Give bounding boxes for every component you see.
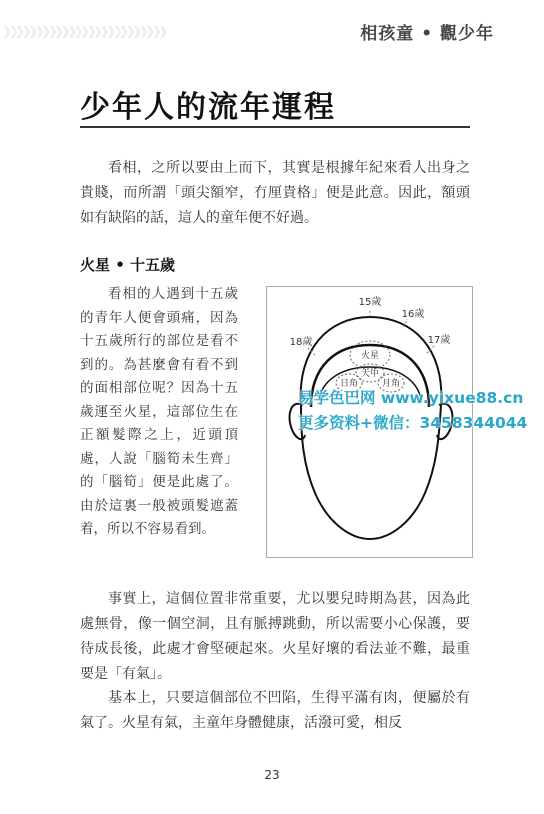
paragraph-huoxing: 看相的人遇到十五歲的青年人便會頭痛，因為十五歲所行的部位是看不到的。為甚麼會有看不到的面相部位呢？因為十五歲運至火星，這部位生在正額髮際之上，近頭頂處，人說「腦筍未生齊」的「腦筍」便是此處了。由於這裏一般被頭髮遮蓋着，所以不容易看到。 <box>80 286 238 537</box>
label-age-16: 16歲 <box>401 309 425 320</box>
label-rijiao: 日角 <box>339 379 359 389</box>
running-header-title: 相孩童 • 觀少年 <box>360 24 494 44</box>
paragraph-basic: 基本上，只要這個部位不凹陷，生得平滿有肉，便屬於有氣了。火星有氣，主童年身體健康，活潑可愛，相反 <box>80 690 470 731</box>
header-chevron-ornament: 》》》》》》》》》》》》》》》》》》》》》》》》》 <box>4 26 174 41</box>
section-heading: 火星 • 十五歲 <box>80 256 176 274</box>
page-title: 少年人的流年運程 <box>80 90 336 125</box>
label-yuejiao: 月角 <box>381 379 401 389</box>
paragraph-intro: 看相，之所以要由上而下，其實是根據年紀來看人出身之貴賤，而所謂「頭尖額窄，冇厘貴格」便是此意。因此，額頭如有缺陷的話，這人的童年便不好過。 <box>80 160 470 226</box>
running-header <box>0 18 544 46</box>
label-huoxing: 火星 <box>360 351 380 361</box>
watermark-line-2: 更多资料+微信：3458344044 <box>298 414 528 432</box>
title-underline <box>80 126 470 128</box>
paragraph-importance: 事實上，這個位置非常重要，尤以嬰兒時期為甚，因為此處無骨，像一個空洞，且有脈搏跳動，所以需要小心保護，要待成長後，此處才會堅硬起來。火星好壞的看法並不難，最重要是「有氣」。 <box>80 591 470 682</box>
label-age-15: 15歲 <box>358 297 382 308</box>
watermark-line-1: 易学色巴网 www.yixue88.cn <box>298 389 524 407</box>
label-age-17: 17歲 <box>427 335 451 346</box>
label-age-18: 18歲 <box>289 337 313 348</box>
label-tianzhong: 天中 <box>360 369 380 379</box>
page-number: 23 <box>264 768 280 782</box>
